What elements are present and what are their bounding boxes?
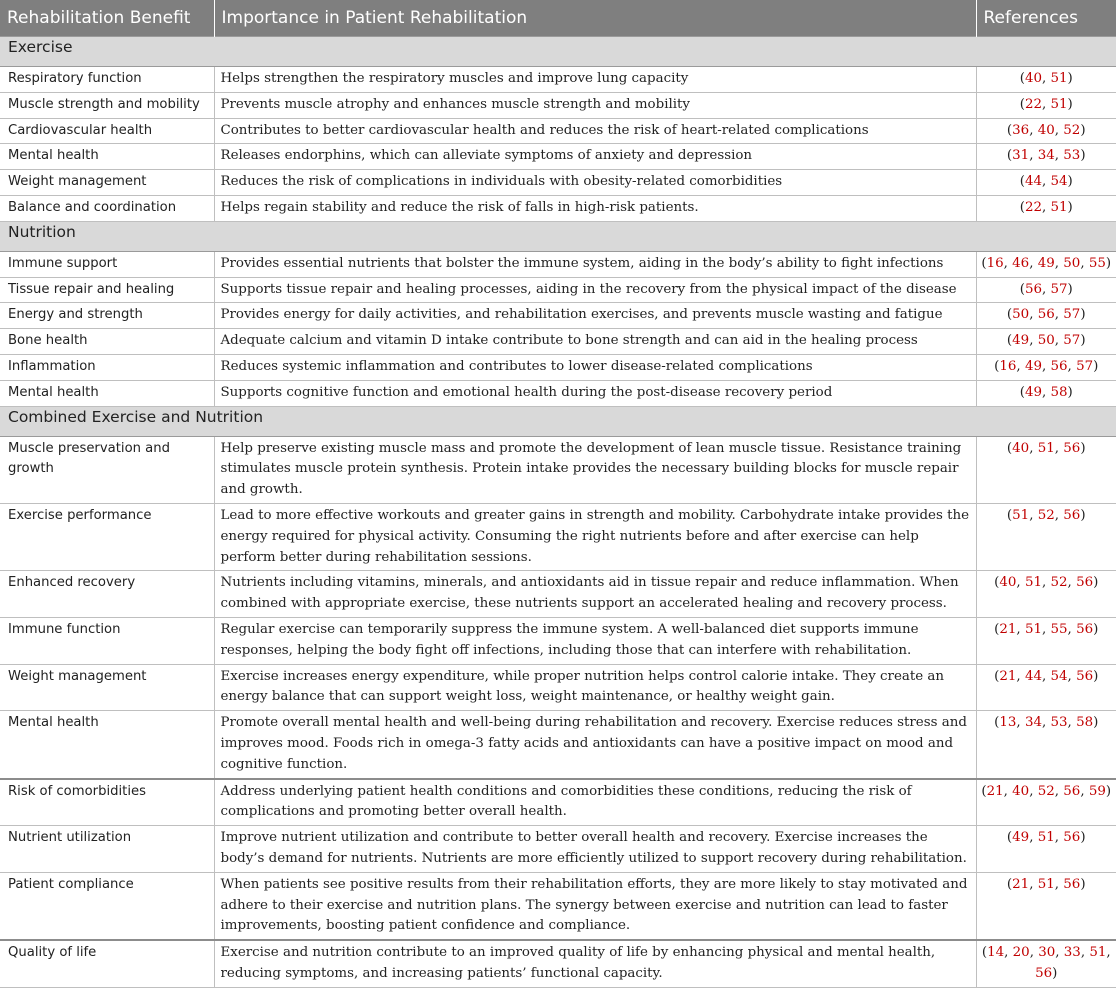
reference-link[interactable]: 50: [1063, 255, 1081, 271]
importance-cell: Lead to more effective workouts and greater gains in strength and mobility. Carbohydrate intake provides the energy required for physical activity. Consuming the right nutrients before and after exercise can help perform better during rehabilitation sessions.: [214, 503, 976, 570]
references-cell: (40, 51, 52, 56): [976, 571, 1116, 618]
reference-link[interactable]: 49: [1037, 255, 1055, 271]
benefit-cell: Weight management: [0, 664, 214, 711]
reference-link[interactable]: 51: [1012, 507, 1030, 523]
reference-link[interactable]: 22: [1024, 199, 1042, 215]
reference-link[interactable]: 46: [1012, 255, 1030, 271]
table-row: [0, 872, 1116, 940]
reference-link[interactable]: 56: [1063, 783, 1081, 799]
references-cell: (56, 57): [976, 277, 1116, 303]
importance-cell: Contributes to better cardiovascular health and reduces the risk of heart-related complications: [214, 118, 976, 144]
reference-link[interactable]: 55: [1050, 621, 1068, 637]
reference-link[interactable]: 49: [1024, 358, 1042, 374]
section-title: Exercise: [0, 37, 1116, 67]
references-cell: (22, 51): [976, 195, 1116, 221]
table-row: [0, 144, 1116, 170]
benefit-cell: Cardiovascular health: [0, 118, 214, 144]
benefit-cell: Mental health: [0, 711, 214, 779]
benefit-cell: Muscle strength and mobility: [0, 92, 214, 118]
reference-link[interactable]: 49: [1024, 384, 1042, 400]
table-body: [0, 37, 1116, 988]
importance-cell: Reduces systemic inflammation and contributes to lower disease-related complications: [214, 354, 976, 380]
importance-cell: When patients see positive results from their rehabilitation efforts, they are more likely to stay motivated and adhere to their exercise and nutrition plans. The synergy between exercise and nutrition can lead to faster improvements, boosting patient confidence and compliance.: [214, 872, 976, 940]
benefit-cell: Nutrient utilization: [0, 826, 214, 873]
reference-link[interactable]: 52: [1037, 507, 1055, 523]
references-cell: (21, 44, 54, 56): [976, 664, 1116, 711]
reference-link[interactable]: 33: [1063, 945, 1081, 961]
references-cell: (50, 56, 57): [976, 303, 1116, 329]
table-row: [0, 170, 1116, 196]
references-cell: (13, 34, 53, 58): [976, 711, 1116, 779]
benefit-cell: Mental health: [0, 144, 214, 170]
benefit-cell: Muscle preservation and growth: [0, 436, 214, 503]
reference-link[interactable]: 58: [1076, 715, 1094, 731]
reference-link[interactable]: 56: [1076, 668, 1094, 684]
references-cell: (49, 50, 57): [976, 329, 1116, 355]
reference-link[interactable]: 51: [1050, 199, 1068, 215]
importance-cell: Help preserve existing muscle mass and promote the development of lean muscle tissue. Resistance training stimulates muscle protein synthesis. Protein intake provides the necessary building blocks for muscle repair and growth.: [214, 436, 976, 503]
reference-link[interactable]: 51: [1024, 575, 1042, 591]
table-row: [0, 303, 1116, 329]
header-benefit: Rehabilitation Benefit: [0, 0, 214, 37]
table-row: [0, 617, 1116, 664]
importance-cell: Helps regain stability and reduce the risk of falls in high-risk patients.: [214, 195, 976, 221]
section-title: Nutrition: [0, 221, 1116, 251]
importance-cell: Releases endorphins, which can alleviate symptoms of anxiety and depression: [214, 144, 976, 170]
table-row: [0, 92, 1116, 118]
importance-cell: Improve nutrient utilization and contribute to better overall health and recovery. Exercise increases the body’s demand for nutrients. Nutrients are more efficiently utilized to support recovery during rehabilitation.: [214, 826, 976, 873]
importance-cell: Regular exercise can temporarily suppress the immune system. A well-balanced diet supports immune responses, helping the body fight off infections, including those that can interfere with rehabilitation.: [214, 617, 976, 664]
importance-cell: Prevents muscle atrophy and enhances muscle strength and mobility: [214, 92, 976, 118]
benefit-cell: Immune function: [0, 617, 214, 664]
references-cell: (21, 51, 55, 56): [976, 617, 1116, 664]
importance-cell: Provides energy for daily activities, and rehabilitation exercises, and prevents muscle wasting and fatigue: [214, 303, 976, 329]
benefit-cell: Weight management: [0, 170, 214, 196]
benefit-cell: Quality of life: [0, 940, 214, 987]
table-row: [0, 329, 1116, 355]
benefit-cell: Energy and strength: [0, 303, 214, 329]
table-row: [0, 571, 1116, 618]
reference-link[interactable]: 40: [999, 575, 1017, 591]
importance-cell: Promote overall mental health and well-being during rehabilitation and recovery. Exercise reduces stress and improves mood. Foods rich in omega-3 fatty acids and antioxidants can have a positive impact on mood and cognitive function.: [214, 711, 976, 779]
reference-link[interactable]: 36: [1012, 122, 1030, 138]
reference-link[interactable]: 51: [1050, 96, 1068, 112]
importance-cell: Address underlying patient health conditions and comorbidities these conditions, reducing the risk of complications and promoting better overall health.: [214, 779, 976, 826]
references-cell: (51, 52, 56): [976, 503, 1116, 570]
reference-link[interactable]: 34: [1037, 148, 1055, 164]
table-row: [0, 826, 1116, 873]
reference-link[interactable]: 44: [1024, 174, 1042, 190]
reference-link[interactable]: 56: [1076, 621, 1094, 637]
reference-link[interactable]: 53: [1050, 715, 1068, 731]
table-row: [0, 436, 1116, 503]
table-row: [0, 195, 1116, 221]
reference-link[interactable]: 40: [1024, 71, 1042, 86]
header-importance: Importance in Patient Rehabilitation: [214, 0, 976, 37]
table-row: [0, 711, 1116, 779]
table-row: [0, 779, 1116, 826]
reference-link[interactable]: 57: [1050, 281, 1068, 297]
reference-link[interactable]: 54: [1050, 174, 1068, 190]
table-row: [0, 664, 1116, 711]
reference-link[interactable]: 56: [1063, 876, 1081, 892]
section-row: [0, 37, 1116, 67]
references-cell: (14, 20, 30, 33, 51, 56): [976, 940, 1116, 987]
reference-link[interactable]: 51: [1089, 945, 1107, 961]
reference-link[interactable]: 58: [1050, 384, 1068, 400]
importance-cell: Adequate calcium and vitamin D intake contribute to bone strength and can aid in the healing process: [214, 329, 976, 355]
section-title: Combined Exercise and Nutrition: [0, 406, 1116, 436]
importance-cell: Exercise and nutrition contribute to an improved quality of life by enhancing physical and mental health, reducing symptoms, and increasing patients’ functional capacity.: [214, 940, 976, 987]
reference-link[interactable]: 51: [1037, 830, 1055, 846]
reference-link[interactable]: 51: [1037, 876, 1055, 892]
importance-cell: Exercise increases energy expenditure, while proper nutrition helps control calorie intake. They create an energy balance that can support weight loss, weight maintenance, or healthy weight gain.: [214, 664, 976, 711]
benefit-cell: Inflammation: [0, 354, 214, 380]
benefit-cell: Patient compliance: [0, 872, 214, 940]
reference-link[interactable]: 57: [1063, 333, 1081, 349]
header-references: References: [976, 0, 1116, 37]
benefit-cell: Bone health: [0, 329, 214, 355]
reference-link[interactable]: 21: [986, 783, 1004, 799]
reference-link[interactable]: 52: [1050, 575, 1068, 591]
reference-link[interactable]: 59: [1088, 783, 1106, 799]
table-header-row: [0, 0, 1116, 37]
reference-link[interactable]: 51: [1024, 621, 1042, 637]
reference-link[interactable]: 16: [986, 255, 1004, 271]
references-cell: (40, 51): [976, 67, 1116, 93]
reference-link[interactable]: 40: [1012, 783, 1030, 799]
references-cell: (16, 46, 49, 50, 55): [976, 251, 1116, 277]
reference-link[interactable]: 21: [999, 668, 1017, 684]
benefit-cell: Tissue repair and healing: [0, 277, 214, 303]
references-cell: (49, 51, 56): [976, 826, 1116, 873]
reference-link[interactable]: 53: [1063, 148, 1081, 164]
section-row: [0, 406, 1116, 436]
reference-link[interactable]: 52: [1063, 122, 1081, 138]
table-row: [0, 251, 1116, 277]
reference-link[interactable]: 56: [1050, 358, 1068, 374]
reference-link[interactable]: 50: [1012, 307, 1030, 323]
importance-cell: Reduces the risk of complications in individuals with obesity-related comorbidities: [214, 170, 976, 196]
references-cell: (21, 40, 52, 56, 59): [976, 779, 1116, 826]
importance-cell: Supports tissue repair and healing processes, aiding in the recovery from the physical impact of the disease: [214, 277, 976, 303]
reference-link[interactable]: 56: [1063, 507, 1081, 523]
reference-link[interactable]: 49: [1012, 830, 1030, 846]
reference-link[interactable]: 56: [1063, 440, 1081, 456]
reference-link[interactable]: 52: [1037, 783, 1055, 799]
reference-link[interactable]: 34: [1024, 715, 1042, 731]
references-cell: (21, 51, 56): [976, 872, 1116, 940]
benefit-cell: Exercise performance: [0, 503, 214, 570]
benefit-cell: Mental health: [0, 380, 214, 406]
benefit-cell: Respiratory function: [0, 67, 214, 93]
reference-link[interactable]: 56: [1076, 575, 1094, 591]
reference-link[interactable]: 13: [999, 715, 1017, 731]
table-row: [0, 277, 1116, 303]
importance-cell: Helps strengthen the respiratory muscles and improve lung capacity: [214, 67, 976, 93]
table-row: [0, 118, 1116, 144]
reference-link[interactable]: 16: [999, 358, 1017, 374]
references-cell: (44, 54): [976, 170, 1116, 196]
references-cell: (16, 49, 56, 57): [976, 354, 1116, 380]
reference-link[interactable]: 40: [1012, 440, 1030, 456]
references-cell: (49, 58): [976, 380, 1116, 406]
references-cell: (36, 40, 52): [976, 118, 1116, 144]
reference-link[interactable]: 56: [1063, 830, 1081, 846]
table-row: [0, 380, 1116, 406]
reference-link[interactable]: 21: [999, 621, 1017, 637]
section-row: [0, 221, 1116, 251]
references-cell: (40, 51, 56): [976, 436, 1116, 503]
reference-link[interactable]: 44: [1024, 668, 1042, 684]
reference-link[interactable]: 56: [1035, 965, 1053, 981]
reference-link[interactable]: 57: [1076, 358, 1094, 374]
reference-link[interactable]: 30: [1038, 945, 1056, 961]
reference-link[interactable]: 56: [1037, 307, 1055, 323]
reference-link[interactable]: 54: [1050, 668, 1068, 684]
reference-link[interactable]: 40: [1037, 122, 1055, 138]
reference-link[interactable]: 55: [1088, 255, 1106, 271]
reference-link[interactable]: 57: [1063, 307, 1081, 323]
reference-link[interactable]: 50: [1037, 333, 1055, 349]
reference-link[interactable]: 14: [987, 945, 1005, 961]
importance-cell: Nutrients including vitamins, minerals, and antioxidants aid in tissue repair and reduce inflammation. When combined with appropriate exercise, these nutrients support an accelerated healing and recovery process.: [214, 571, 976, 618]
reference-link[interactable]: 49: [1012, 333, 1030, 349]
table-row: [0, 503, 1116, 570]
benefit-cell: Risk of comorbidities: [0, 779, 214, 826]
reference-link[interactable]: 51: [1050, 71, 1068, 86]
importance-cell: Supports cognitive function and emotional health during the post-disease recovery period: [214, 380, 976, 406]
benefit-cell: Enhanced recovery: [0, 571, 214, 618]
reference-link[interactable]: 20: [1012, 945, 1030, 961]
table-row: [0, 354, 1116, 380]
references-cell: (31, 34, 53): [976, 144, 1116, 170]
reference-link[interactable]: 31: [1012, 148, 1030, 164]
benefit-cell: Immune support: [0, 251, 214, 277]
benefit-cell: Balance and coordination: [0, 195, 214, 221]
reference-link[interactable]: 22: [1024, 96, 1042, 112]
importance-cell: Provides essential nutrients that bolster the immune system, aiding in the body’s ability to fight infections: [214, 251, 976, 277]
reference-link[interactable]: 51: [1037, 440, 1055, 456]
table-row: [0, 67, 1116, 93]
reference-link[interactable]: 56: [1024, 281, 1042, 297]
table-row: [0, 940, 1116, 987]
reference-link[interactable]: 21: [1012, 876, 1030, 892]
references-cell: (22, 51): [976, 92, 1116, 118]
